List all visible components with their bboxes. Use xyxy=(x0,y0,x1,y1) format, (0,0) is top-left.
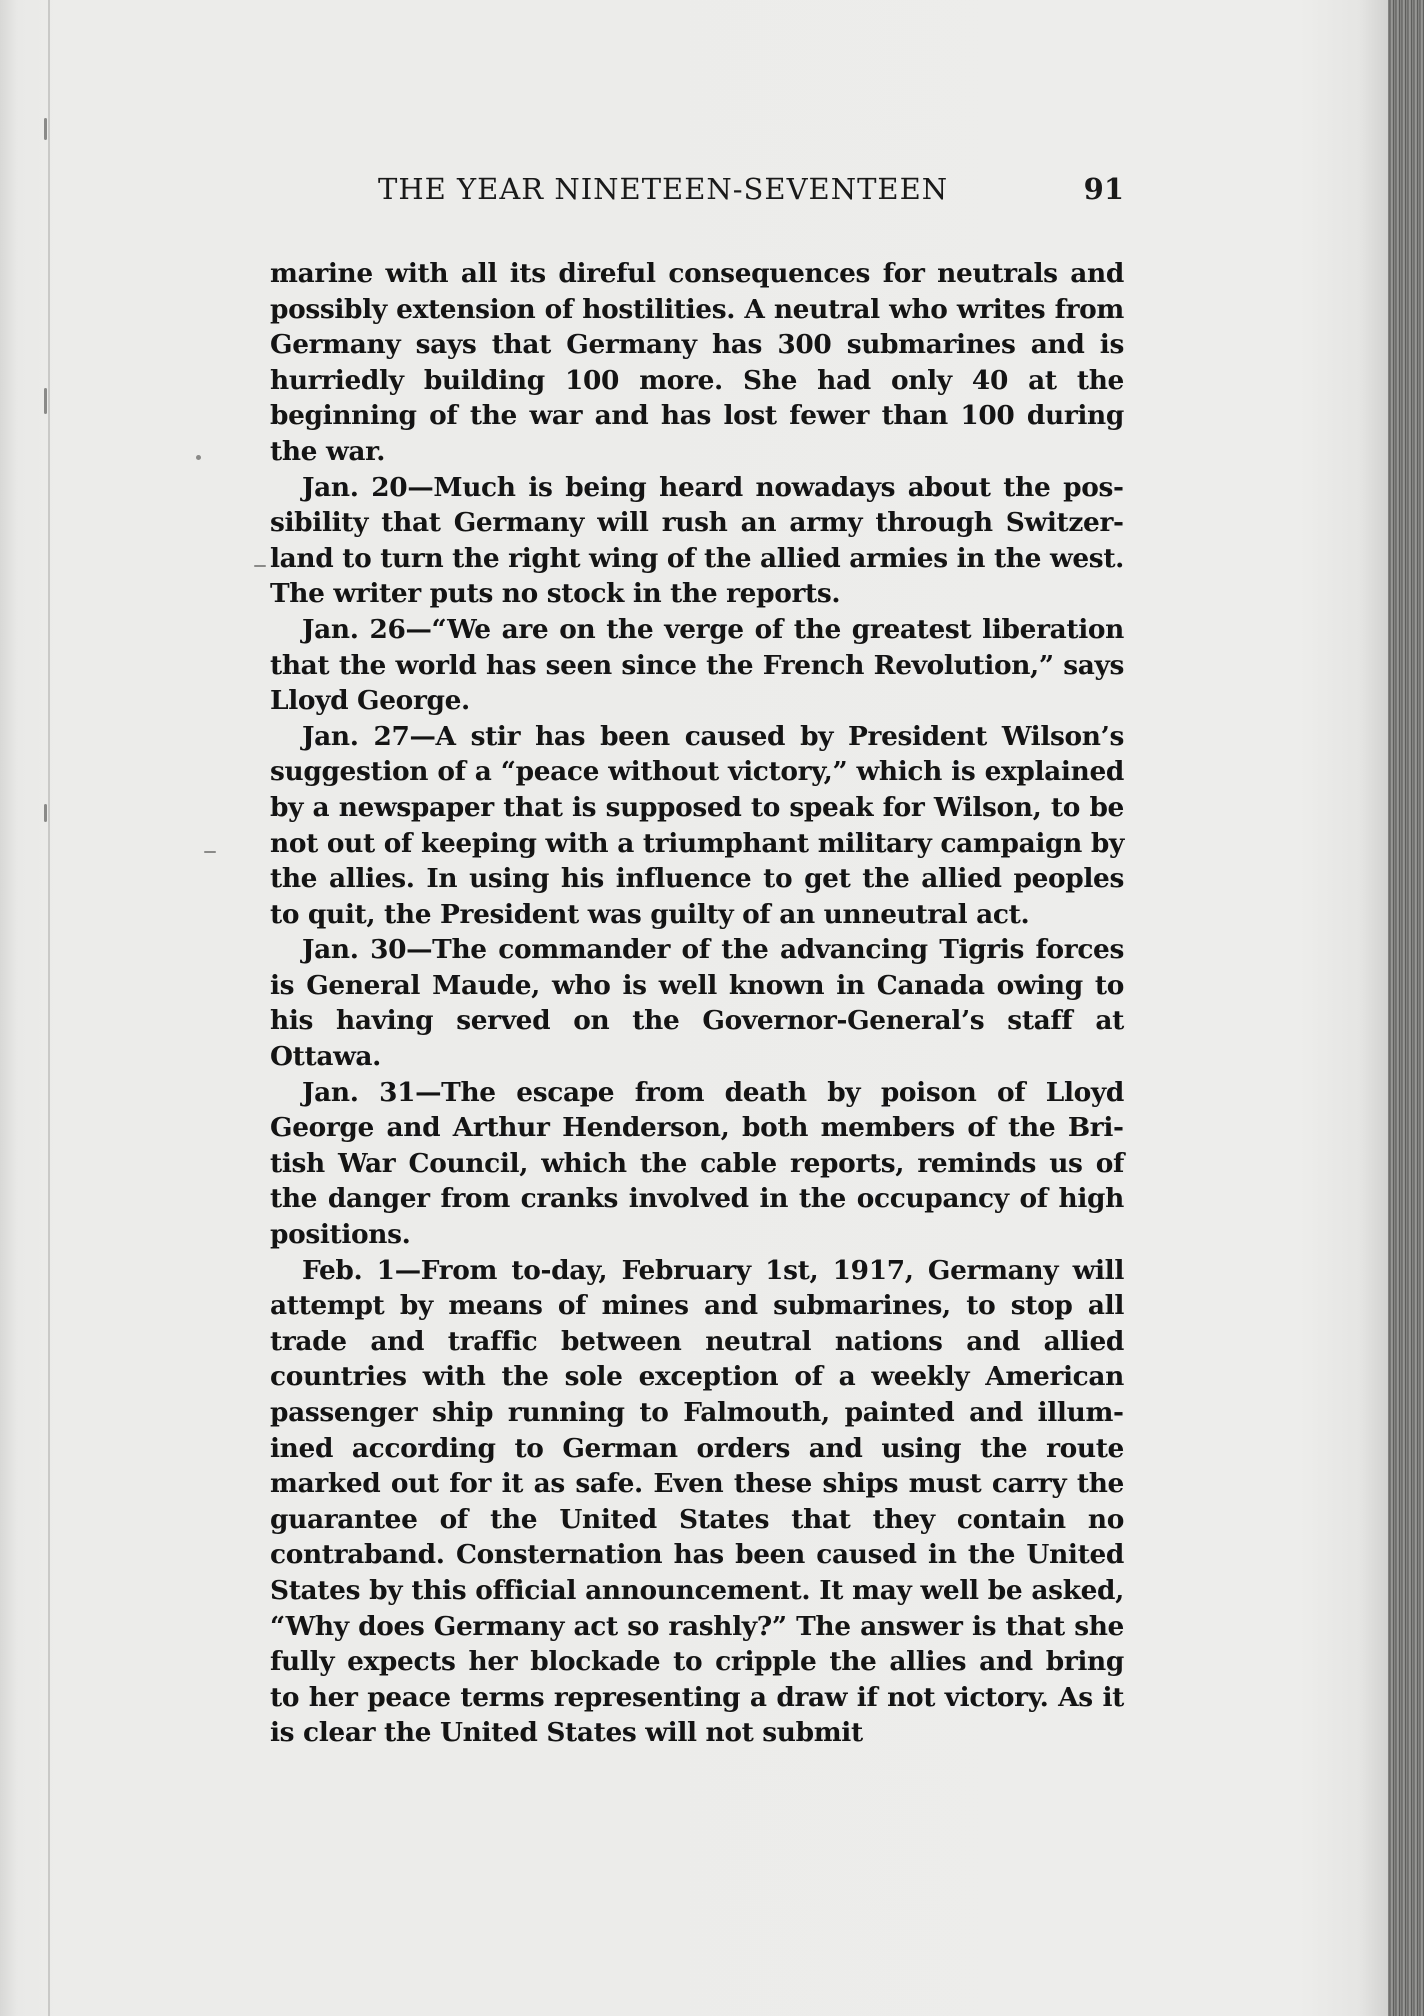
running-head-title: THE YEAR NINETEEN-SEVENTEEN xyxy=(378,172,949,206)
entry-dash: — xyxy=(394,1254,421,1286)
entry-date: Feb. 1 xyxy=(302,1254,395,1286)
page-number: 91 xyxy=(1083,172,1124,206)
entry-date: Jan. 26 xyxy=(302,613,406,645)
margin-speck xyxy=(44,118,47,140)
entry-jan-30 xyxy=(270,932,1124,1074)
running-head xyxy=(378,172,1124,212)
entry-dash: — xyxy=(407,471,434,503)
entry-text: The escape from death by poison of Lloyd George and Arthur Henderson, both members of the British War Council, which the cable reports, reminds us of the danger from cranks involved in the occupancy of high positions. xyxy=(270,1076,1124,1251)
entry-dash: — xyxy=(409,720,436,752)
entry-feb-1 xyxy=(270,1253,1124,1751)
entry-date: Jan. 31 xyxy=(302,1076,416,1108)
margin-speck xyxy=(254,565,266,567)
entry-jan-27 xyxy=(270,719,1124,933)
entry-dash: — xyxy=(405,613,432,645)
margin-speck xyxy=(204,851,216,853)
entry-jan-31 xyxy=(270,1075,1124,1253)
entry-jan-20 xyxy=(270,470,1124,612)
entry-text: “We are on the verge of the greatest liberation that the world has seen since the French Revolution,” says Lloyd George. xyxy=(270,613,1124,717)
entry-date: Jan. 30 xyxy=(302,934,407,966)
entry-text: A stir has been caused by President Wilson’s suggestion of a “peace without victory,” which is explained by a newspaper that is supposed to speak for Wilson, to be not out of keeping with a triumphant military campaign by the allies. In using his influence to get the allied peoples to quit, the President was guilty of an unneutral act. xyxy=(270,720,1124,930)
continuation-paragraph: marine with all its direful consequences for neutrals and possibly extension of hostilities. A neutral who writes from Germany says that Germany has 300 submarines and is hurriedly building 100 more. She had only 40 at the beginning of the war and has lost fewer than 100 during the war. xyxy=(270,258,1124,467)
entry-dash: — xyxy=(415,1076,442,1108)
entry-text: Much is being heard nowadays about the possibility that Germany will rush an army through Switzerland to turn the right wing of the allied armies in the west. The writer puts no stock in the reports. xyxy=(270,471,1124,610)
margin-speck xyxy=(44,388,47,414)
entry-date: Jan. 20 xyxy=(302,471,408,503)
entry-dash: — xyxy=(406,934,433,966)
margin-speck xyxy=(196,455,201,460)
entry-text: From to-day, February 1st, 1917, Germany will attempt by means of mines and submarines, to stop all trade and traffic between neutral nations and allied countries with the sole exception of a weekly American passenger ship running to Falmouth, painted and illumined according to German orders and using the route marked out for it as safe. Even these ships must carry the guarantee of the United States that they contain no contraband. Consternation has been caused in the United States by this official announcement. It may well be asked, “Why does Germany act so rashly?” The answer is that she fully expects her blockade to cripple the allies and bring to her peace terms representing a draw if not victory. As it is clear the United States will not submit xyxy=(270,1254,1124,1749)
entry-date: Jan. 27 xyxy=(302,720,410,752)
entry-text: The commander of the advancing Tigris forces is General Maude, who is well known in Canada owing to his having served on the Governor-General’s staff at Ottawa. xyxy=(270,934,1124,1073)
page-stack-edge xyxy=(1388,0,1424,2016)
page-gutter xyxy=(48,0,50,2016)
margin-speck xyxy=(44,804,47,822)
entry-jan-26 xyxy=(270,612,1124,719)
body-text xyxy=(270,256,1124,1751)
